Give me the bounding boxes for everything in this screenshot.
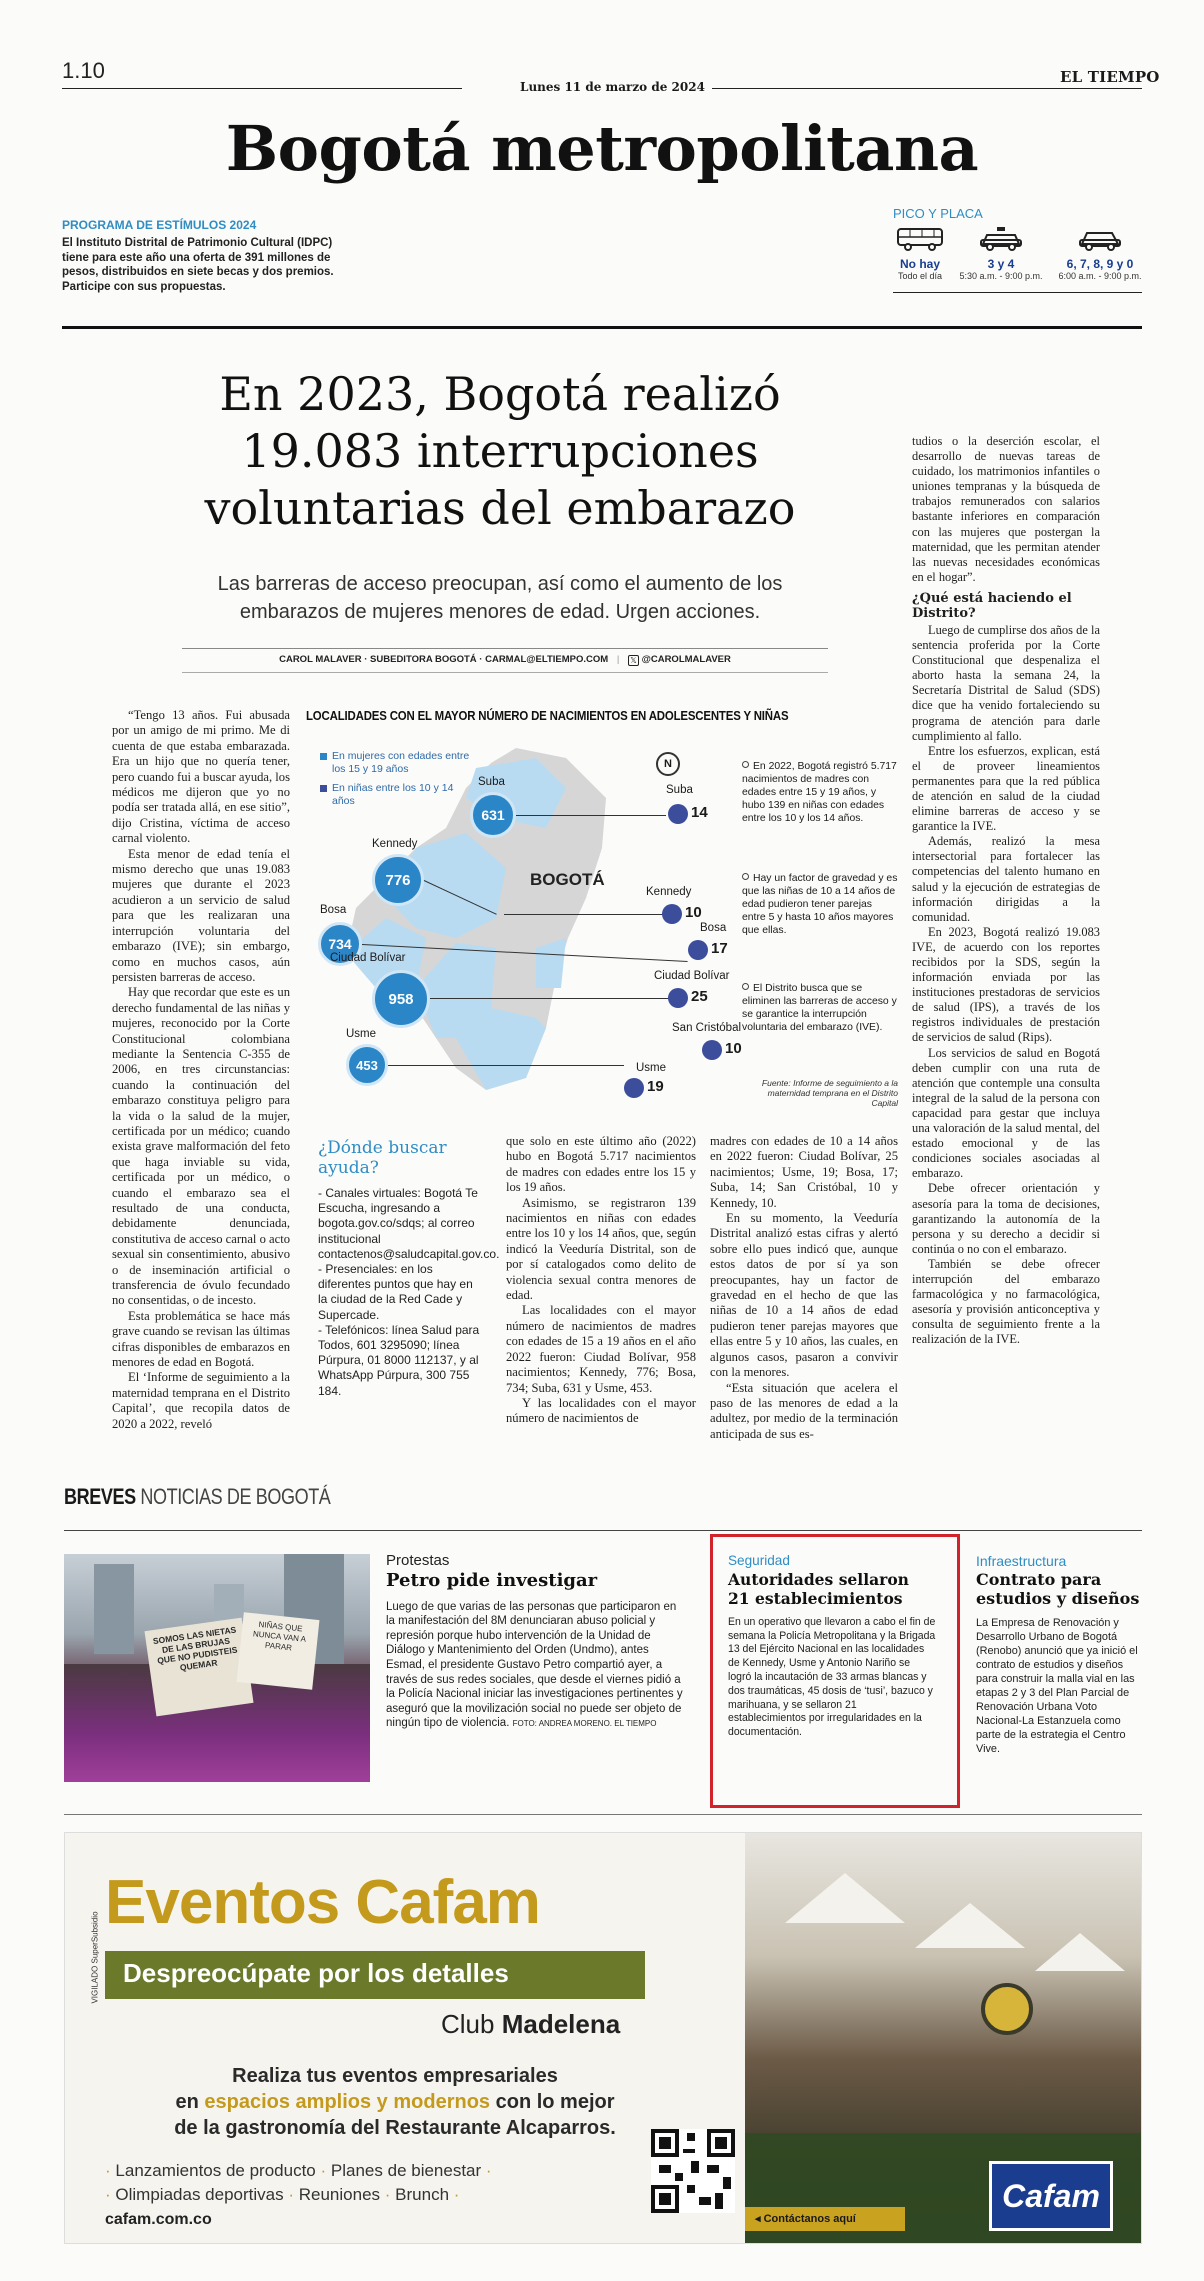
- contact-button[interactable]: ◂ Contáctanos aquí: [745, 2207, 905, 2231]
- ad-club-prefix: Club: [441, 2009, 495, 2039]
- paragraph: También se debe ofrecer interrupción del embarazo farmacológica y no farmacológica, asesoría y provisión anticonceptiva y consulta de seguimiento frente a la realización de la IVE.: [912, 1256, 1100, 1347]
- byline-handle: @CAROLMALAVER: [641, 654, 731, 665]
- brief-kicker: Infraestructura: [976, 1553, 1067, 1569]
- brief-kicker: Seguridad: [728, 1552, 790, 1568]
- page-number: 1.10: [62, 58, 105, 83]
- infographic-title: LOCALIDADES CON EL MAYOR NÚMERO DE NACIMIENTOS EN ADOLESCENTES Y NIÑAS: [306, 708, 789, 723]
- small-label-bosa: Bosa: [700, 922, 727, 934]
- car-icon: [1078, 226, 1122, 252]
- brief-kicker: Protestas: [386, 1552, 450, 1569]
- protest-sign: [237, 1612, 320, 1690]
- small-label-suba: Suba: [666, 784, 693, 796]
- contact-label: Contáctanos aquí: [763, 2213, 856, 2225]
- article-col-3: [506, 1134, 696, 1427]
- bubble-small-suba: [668, 804, 688, 824]
- qr-code-icon[interactable]: [651, 2129, 735, 2213]
- small-value: 10: [725, 1040, 742, 1057]
- paragraph: En 2023, Bogotá realizó 19.083 IVE, de acuerdo con los reportes recibidos por la SDS, según la información enviada por las instituciones prestadoras de servicios de salud (IPS), a través de los registros individuales de prestación de servicios de salud (Rips).: [912, 924, 1100, 1045]
- paragraph: que solo en este último año (2022) hubo en Bogotá 5.717 nacimientos de madres con edades entre los 15 y los 19 años.: [506, 1134, 696, 1195]
- paragraph: Hay que recordar que este es un derecho fundamental de las niñas y mujeres, reconocido por la Corte Constitucional colombiana mediante la Sentencia C-355 de 2006, en tres circunstancias: cuando la continuación del embarazo constituya peligro para la vida o la salud de la mujer, certificada por un médico; cuando exista grave malformación del feto que haga inviable su vida, certificada por un médico, o cuando el embarazo sea el resultado de una conducta, debidamente denunciada, constitutiva de acceso carnal o acto sexual sin consentimiento, abusivo o de inseminación artificial o transferencia de óvulo fecundado no consentidas, o de incesto.: [112, 985, 290, 1308]
- bubble-value: 631: [481, 807, 505, 823]
- paragraph: En su momento, la Veeduría Distrital analizó estas cifras y alertó sobre ello pues indicó que, aunque estos datos de por sí ya son preocupantes, hay un factor de gravedad en el hecho de que las niñas de 10 a 14 años de edad pudieron tener parejas mayores que ellas entre 5 y 10 años, las cuales, en algunos casos, pasaron a convivir con la menores.: [710, 1211, 898, 1380]
- help-item: - Telefónicos: línea Salud para Todos, 601 3295090; línea Púrpura, 01 8000 112137, y al WhatsApp Púrpura, 300 755 184.: [318, 1322, 480, 1398]
- compass-n: N: [664, 758, 672, 770]
- byline-sep: |: [616, 654, 620, 665]
- help-item: - Presenciales: en los diferentes puntos que hay en la ciudad de la Red Cade y Supercade.: [318, 1262, 473, 1322]
- ad-photo-medallion: [981, 1983, 1033, 2035]
- pico-value: 3 y 4: [987, 257, 1015, 271]
- bus-icon: [896, 226, 944, 252]
- pico-rule: [893, 292, 1142, 293]
- small-label-usme: Usme: [636, 1062, 667, 1074]
- pico-value: 6, 7, 8, 9 y 0: [1066, 257, 1134, 271]
- fact-text: El Distrito busca que se eliminen las barreras de acceso y se garantice la interrupción voluntaria del embarazo (IVE).: [742, 983, 897, 1033]
- ad-bullet: Planes de bienestar: [330, 2161, 482, 2180]
- leader-line: [388, 1065, 624, 1066]
- paragraph: Debe ofrecer orientación y asesoría para la toma de decisiones, garantizando la autonomía de la persona y su derecho a decidir si continúa o no con el embarazo.: [912, 1181, 1100, 1256]
- photo-credit: FOTO: ANDREA MORENO. EL TIEMPO: [512, 1719, 657, 1729]
- bubble-value: 776: [385, 871, 411, 889]
- bubble-big-ciudad-bolivar: [372, 970, 430, 1028]
- ad-photo-tent: [1035, 1933, 1125, 1971]
- bubble-small-kennedy: [662, 904, 682, 924]
- compass: [656, 752, 680, 776]
- small-value: 19: [647, 1078, 664, 1095]
- ad-line-2: [105, 2089, 685, 2115]
- pico-value: No hay: [899, 257, 940, 271]
- bubble-value: 734: [328, 936, 352, 952]
- breves-rule: [64, 1530, 1142, 1531]
- ad-bullet: Olimpiadas deportivas: [115, 2185, 284, 2204]
- ad-photo-tent: [915, 1903, 1025, 1948]
- leader-line: [516, 815, 666, 816]
- pico-detail: Todo el día: [897, 271, 943, 281]
- bubble-big-usme: [346, 1044, 388, 1086]
- ad-line-2-pre: en: [175, 2091, 199, 2113]
- ad-bullet-row: · Olimpiadas deportivas · Reuniones · Brunch ·: [105, 2185, 460, 2204]
- paragraph: tudios o la deserción escolar, el desarrollo de nuevas tareas de cuidado, los matrimonios infantiles o uniones tempranas y la búsqueda de trabajos remunerados con salarios bastante inferiores en comparación con las mujeres que postergan la maternidad, que les permitan atender las nuevas necesidades económicas en el hogar”.: [912, 434, 1100, 584]
- bubble-small-ciudad-bolivar: [668, 988, 688, 1008]
- pico-placa-title: PICO Y PLACA: [893, 206, 983, 221]
- paragraph: Esta problemática se hace más grave cuando se revisan las últimas cifras disponibles de embarazos en menores de edad en Bogotá.: [112, 1308, 291, 1370]
- taxi-icon: [979, 226, 1023, 252]
- pico-placa: [880, 226, 1142, 296]
- bubble-big-suba: [470, 792, 516, 838]
- paragraph: Además, realizó la mesa intersectorial para fortalecer las competencias del talento humano en salud y la ejecución de estrategias de información dirigidas a la comunidad.: [912, 834, 1100, 924]
- ad-bullet: Brunch: [395, 2185, 450, 2204]
- ad-line-3: de la gastronomía del Restaurante Alcaparros.: [174, 2117, 616, 2139]
- pico-item-car: [1050, 226, 1150, 281]
- leader-line: [430, 998, 670, 999]
- infographic-fact: [742, 982, 898, 1034]
- fact-text: En 2022, Bogotá registró 5.717 nacimientos de madres con edades entre 15 y 19 años, y hubo 139 en niñas con edades entre los 10 y los 14 años.: [742, 761, 897, 824]
- legend-label: En niñas entre los 10 y 14 años: [332, 782, 454, 807]
- promo-kicker: PROGRAMA DE ESTÍMULOS 2024: [62, 218, 257, 232]
- help-title: ¿Dónde buscar ayuda?: [318, 1138, 447, 1178]
- small-value: 17: [711, 940, 728, 957]
- ad-line-1: Realiza tus eventos empresariales: [232, 2065, 558, 2087]
- ad-photo-tent: [785, 1873, 905, 1923]
- paragraph: Las localidades con el mayor número de nacimientos de madres con edades de 15 a 19 años en el año 2022 fueron: Ciudad Bolívar, 958 nacimientos; Kennedy, 776; Bosa, 734; Suba, 631 y Usme, 453.: [506, 1303, 696, 1395]
- ad-bullet-row: · Lanzamientos de producto · Planes de bienestar ·: [105, 2161, 492, 2180]
- small-label-kennedy: Kennedy: [646, 886, 692, 898]
- bubble-small-bosa: [688, 940, 708, 960]
- ad-banner: [105, 1951, 645, 1999]
- paragraph: Entre los esfuerzos, explican, está el de proveer lineamientos permanentes para que la red pública de atención en salud de la ciudad elimine barreras de acceso y se garantice la IVE.: [912, 743, 1100, 834]
- article-subhead: Las barreras de acceso preocupan, así como el aumento de los embarazos de mujeres menores de edad. Urgen acciones.: [217, 573, 783, 623]
- pico-item-taxi: [946, 226, 1056, 281]
- bubble-label-kennedy: Kennedy: [372, 838, 418, 850]
- protest-photo: [64, 1554, 370, 1782]
- article-col-5: [912, 434, 1100, 1347]
- bubble-label-bosa: Bosa: [320, 904, 347, 916]
- cafam-logo-text: Cafam: [1002, 2177, 1100, 2214]
- paragraph: Asimismo, se registraron 139 nacimientos en niñas con edades entre los 10 y los 14 años, que, según indicó la Veeduría Distrital, son de por sí catalogados como delito de violencia sexual contra menores de edad.: [506, 1195, 696, 1303]
- header-rule-left: [62, 88, 462, 89]
- bubble-label-ciudad-bolivar: Ciudad Bolívar: [330, 952, 406, 964]
- x-icon: 𝕏: [628, 655, 639, 666]
- byline-rule: [182, 648, 828, 649]
- bubble-label-suba: Suba: [478, 776, 505, 788]
- small-label-san-cristobal: San Cristóbal: [672, 1022, 742, 1034]
- paragraph: “Esta situación que acelera el paso de las menores de edad a la adultez, por medio de la terminación anticipada de sus es-: [710, 1380, 898, 1441]
- ad-club-name: Madelena: [501, 2009, 621, 2039]
- infographic-source: Fuente: Informe de seguimiento a la maternidad temprana en el Distrito Capital: [761, 1078, 898, 1108]
- leader-line: [504, 914, 664, 915]
- paragraph: El ‘Informe de seguimiento a la maternidad temprana en el Distrito Capital’, que recopila datos de 2020 a 2022, reveló: [112, 1370, 290, 1431]
- date: Lunes 11 de marzo de 2024: [520, 80, 705, 94]
- brief-text: La Empresa de Renovación y Desarrollo Urbano de Bogotá (Renobo) anunció que ya inició el contrato de estudios y diseños para construir la malla vial en las etapas 2 y 3 del Plan Parcial de Renovación Urbana Voto Nacional-La Estanzuela como parte de la estrategia el Centro Vive.: [976, 1617, 1138, 1755]
- paragraph: “Tengo 13 años. Fui abusada por un amigo de mi primo. Me di cuenta de que estaba embarazada. Era un hijo que no quería tener, pero cuando fui a buscar ayuda, los médicos me dijeron que yo no podía ser tratada allá, en ese sitio”, dijo Cristina, víctima de acceso carnal violento.: [112, 708, 290, 846]
- brief-title: Petro pide investigar: [386, 1569, 598, 1591]
- pico-detail: 6:00 a.m. - 9:00 p.m.: [1058, 271, 1142, 281]
- section-divider: [62, 326, 1142, 329]
- brief-title: Autoridades sellaron 21 establecimientos: [728, 1569, 909, 1608]
- ad-bullet: Lanzamientos de producto: [115, 2161, 316, 2180]
- ad-bullet: Reuniones: [298, 2185, 381, 2204]
- col5-subhead: ¿Qué está haciendo el Distrito?: [912, 590, 1072, 621]
- breves-label: BREVES: [64, 1484, 136, 1509]
- promo-text: El Instituto Distrital de Patrimonio Cultural (IDPC) tiene para este año una oferta de 391 millones de pesos, distribuidos en siete becas y dos premios. Participe con sus propuestas.: [62, 237, 334, 293]
- small-value: 10: [685, 904, 702, 921]
- bullet-icon: [742, 761, 749, 768]
- bullet-icon: [742, 873, 749, 880]
- bullet-icon: [742, 983, 749, 990]
- breves-sublabel: NOTICIAS DE BOGOTÁ: [140, 1484, 331, 1509]
- brief-text: Luego de que varias de las personas que participaron en la manifestación del 8M denunciaran abuso policial y represión porque hubo intervención de la Unidad de Diálogo y Mantenimiento del Orden (Undmo), antes Esmad, el presidente Gustavo Petro compartió ayer, a través de sus redes sociales, que desde el viernes pidió a la Policía Nacional iniciar las investigaciones pertinentes y aseguró que la movilización social no puede ser objeto de ningún tipo de violencia.: [386, 1600, 683, 1730]
- help-item: - Canales virtuales: Bogotá Te Escucha, ingresando a bogota.gov.co/sdqs; al correo institucional contactenos@saludcapital.gov.co.: [318, 1186, 500, 1261]
- ad-line-2-highlight: espacios amplios y modernos: [204, 2091, 491, 2113]
- ad-line-2-post: con lo mejor: [495, 2091, 615, 2113]
- small-value: 14: [691, 804, 708, 821]
- ad-club: [441, 2009, 620, 2040]
- breves-header: [64, 1484, 330, 1510]
- help-box: [318, 1138, 500, 1399]
- brand-logo: EL TIEMPO: [1060, 68, 1160, 86]
- bubble-label-usme: Usme: [346, 1028, 377, 1040]
- bubble-value: 958: [388, 990, 414, 1008]
- advertisement: [64, 1832, 1142, 2244]
- paragraph: Los servicios de salud en Bogotá deben cumplir con una ruta de atención que contemple una consulta integral de la salud de la persona con capacidad para gestar que incluya una valoración de la salud mental, del estado emocional y de las condiciones sociales asociadas al embarazo.: [912, 1045, 1100, 1181]
- brief-text: En un operativo que llevaron a cabo el fin de semana la Policía Metropolitana y la Brigada 13 del Ejército Nacional en las localidades de Kennedy, Usme y Antonio Nariño se logró la incautación de 33 armas blancas y dos traumáticas, 45 dosis de ‘tusi’, bazuco y marihuana, y se sellaron 21 establecimientos por irregularidades en la documentación.: [728, 1615, 936, 1739]
- brief-seguridad: [728, 1554, 936, 1740]
- section-title: Bogotá metropolitana: [225, 112, 979, 185]
- article-col-4: [710, 1134, 898, 1442]
- ad-banner-text: Despreocúpate por los detalles: [123, 1958, 509, 1988]
- paragraph: madres con edades de 10 a 14 años en 2022 fueron: Ciudad Bolívar, 25 nacimientos; Usme, 19; Bosa, 17; Suba, 14; San Cristóbal, 10 y Kennedy, 10.: [710, 1134, 898, 1210]
- ad-copy: [105, 2063, 685, 2141]
- pico-detail: 5:30 a.m. - 9:00 p.m.: [959, 271, 1043, 281]
- sign-text: SOMOS LAS NIETAS DE LAS BRUJAS QUE NO PUDISTEIS QUEMAR: [152, 1624, 239, 1673]
- paragraph: Esta menor de edad tenía el mismo derecho que unas 19.083 mujeres que durante el 2023 acudieron a un servicio de salud para que les realizaran una interrupción voluntaria del embarazo (IVE); sin embargo, como en muchos casos, aún persisten barreras de acceso.: [112, 846, 290, 984]
- map-city-label: BOGOTÁ: [530, 870, 605, 889]
- small-value: 25: [691, 988, 708, 1005]
- ad-side-label: VIGILADO SuperSubsidio: [90, 1911, 100, 2004]
- brief-protestas: [386, 1554, 686, 1732]
- brief-infraestructura: [976, 1554, 1142, 1756]
- article-col-1: [112, 708, 290, 1432]
- byline: [182, 654, 828, 666]
- infographic: [306, 708, 898, 1108]
- header-rule-right: [712, 88, 1142, 89]
- infographic-fact: [742, 872, 898, 937]
- cafam-logo: [989, 2161, 1113, 2231]
- ad-rule: [64, 1814, 1142, 1815]
- paragraph: Y las localidades con el mayor número de nacimientos de: [506, 1395, 696, 1426]
- article-headline: En 2023, Bogotá realizó 19.083 interrupciones voluntarias del embarazo: [204, 367, 796, 535]
- ad-title: Eventos Cafam: [105, 1868, 540, 1937]
- byline-rule-bottom: [182, 672, 828, 673]
- bubble-value: 453: [356, 1057, 378, 1073]
- bubble-big-kennedy: [372, 854, 424, 906]
- sign-text: NIÑAS QUE NUNCA VAN A PARAR: [252, 1619, 307, 1653]
- fact-text: Hay un factor de gravedad y es que las niñas de 10 a 14 años de edad pudieron tener parejas entre 5 y hasta 10 años mayores que ellas.: [742, 873, 898, 936]
- ad-bullets: [105, 2159, 492, 2207]
- paragraph: Luego de cumplirse dos años de la sentencia proferida por la Corte Constitucional que despenaliza el aborto hasta la semana 24, la Secretaría Distrital de Salud (SDS) dice que ha venido fortaleciendo su programa de atención para darle cumplimiento al fallo.: [912, 622, 1100, 743]
- brief-title: Contrato para estudios y diseños: [976, 1570, 1140, 1608]
- photo-building: [94, 1564, 134, 1654]
- bubble-small-san-cristobal: [702, 1040, 722, 1060]
- legend-label: En mujeres con edades entre los 15 y 19 años: [332, 750, 470, 775]
- small-label-ciudad-bolivar: Ciudad Bolívar: [654, 970, 730, 982]
- bubble-small-usme: [624, 1078, 644, 1098]
- byline-author: CAROL MALAVER · SUBEDITORA BOGOTÁ · CARMAL@ELTIEMPO.COM: [279, 654, 609, 665]
- infographic-fact: [742, 760, 898, 825]
- ad-url[interactable]: cafam.com.co: [105, 2211, 212, 2228]
